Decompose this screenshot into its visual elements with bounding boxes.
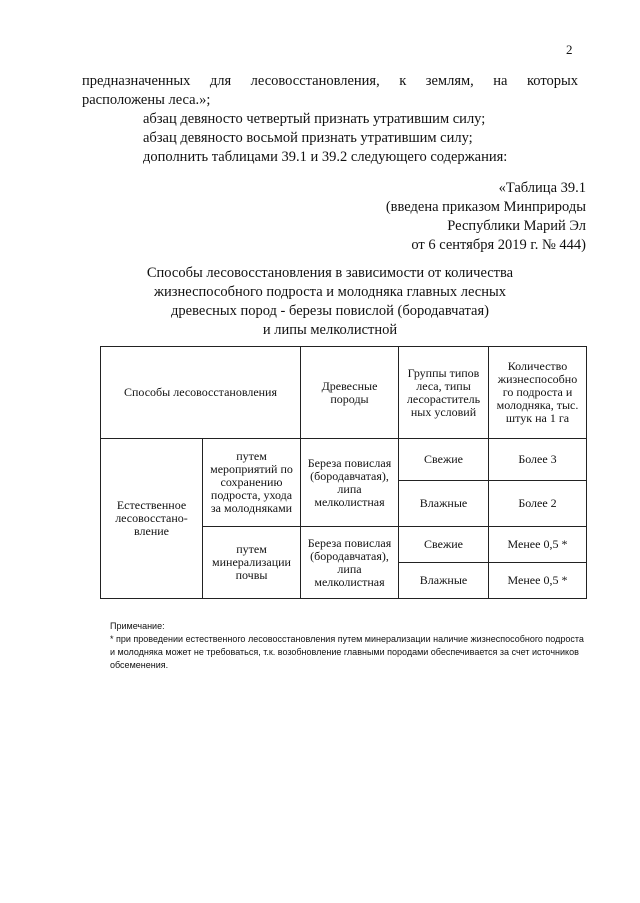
table-header-row (101, 347, 587, 439)
cell-method-main: Естественное лесовосстано- вление (101, 439, 203, 599)
table-reference-line: (введена приказом Минприроды (385, 199, 586, 215)
paragraph-continuation: предназначенных для лесовосстановления, к землям, на которых (82, 73, 578, 89)
cell-quantity: Менее 0,5 * (489, 527, 587, 563)
table-note (110, 620, 588, 672)
cell-quantity: Менее 0,5 * (489, 563, 587, 599)
cell-way: путем минерализации почвы (203, 527, 301, 599)
cell-condition: Влажные (399, 481, 489, 527)
page-number: 2 (566, 42, 573, 57)
table-title-line: Способы лесовосстановления в зависимости от количества (146, 265, 514, 281)
paragraph-item-3: дополнить таблицами 39.1 и 39.2 следующего содержания: (143, 149, 508, 165)
header-quantity: Количество жизнеспособно го подроста и молодняка, тыс. штук на 1 га (489, 347, 587, 439)
table-title-line: древесных пород - березы повислой (бородавчатая) (171, 303, 489, 319)
cell-condition: Свежие (399, 439, 489, 481)
reforestation-table (100, 346, 587, 599)
note-text: * при проведении естественного лесовосстановления путем минерализации наличие жизнеспособного подроста и молодняка может не требоваться, т.к. возобновление главными породами обеспечивается за счет источников обсеменения. (110, 634, 584, 670)
cell-quantity: Более 2 (489, 481, 587, 527)
header-methods: Способы лесовосстановления (101, 347, 301, 439)
cell-condition: Влажные (399, 563, 489, 599)
cell-way: путем мероприятий по сохранению подроста, ухода за молодняками (203, 439, 301, 527)
table-reference-line: Республики Марий Эл (447, 218, 586, 234)
table-title-line: жизнеспособного подроста и молодняка главных лесных (154, 284, 506, 300)
table-row (101, 439, 587, 481)
cell-species: Береза повислая (бородавчатая), липа мелколистная (301, 439, 399, 527)
note-label: Примечание: (110, 621, 165, 631)
cell-species: Береза повислая (бородавчатая), липа мелколистная (301, 527, 399, 599)
table-title-line: и липы мелколистной (262, 322, 398, 338)
paragraph-item-1: абзац девяносто четвертый признать утратившим силу; (143, 111, 486, 127)
table-reference (330, 179, 586, 255)
table-title (100, 264, 560, 340)
table-reference-line: от 6 сентября 2019 г. № 444) (411, 237, 586, 253)
header-species: Древесные породы (301, 347, 399, 439)
cell-quantity: Более 3 (489, 439, 587, 481)
paragraph-continuation-end: расположены леса.»; (82, 92, 211, 108)
cell-condition: Свежие (399, 527, 489, 563)
table-reference-line: «Таблица 39.1 (498, 180, 586, 196)
paragraph-item-2: абзац девяносто восьмой признать утратившим силу; (143, 130, 473, 146)
header-groups: Группы типов леса, типы лесораститель ных условий (399, 347, 489, 439)
